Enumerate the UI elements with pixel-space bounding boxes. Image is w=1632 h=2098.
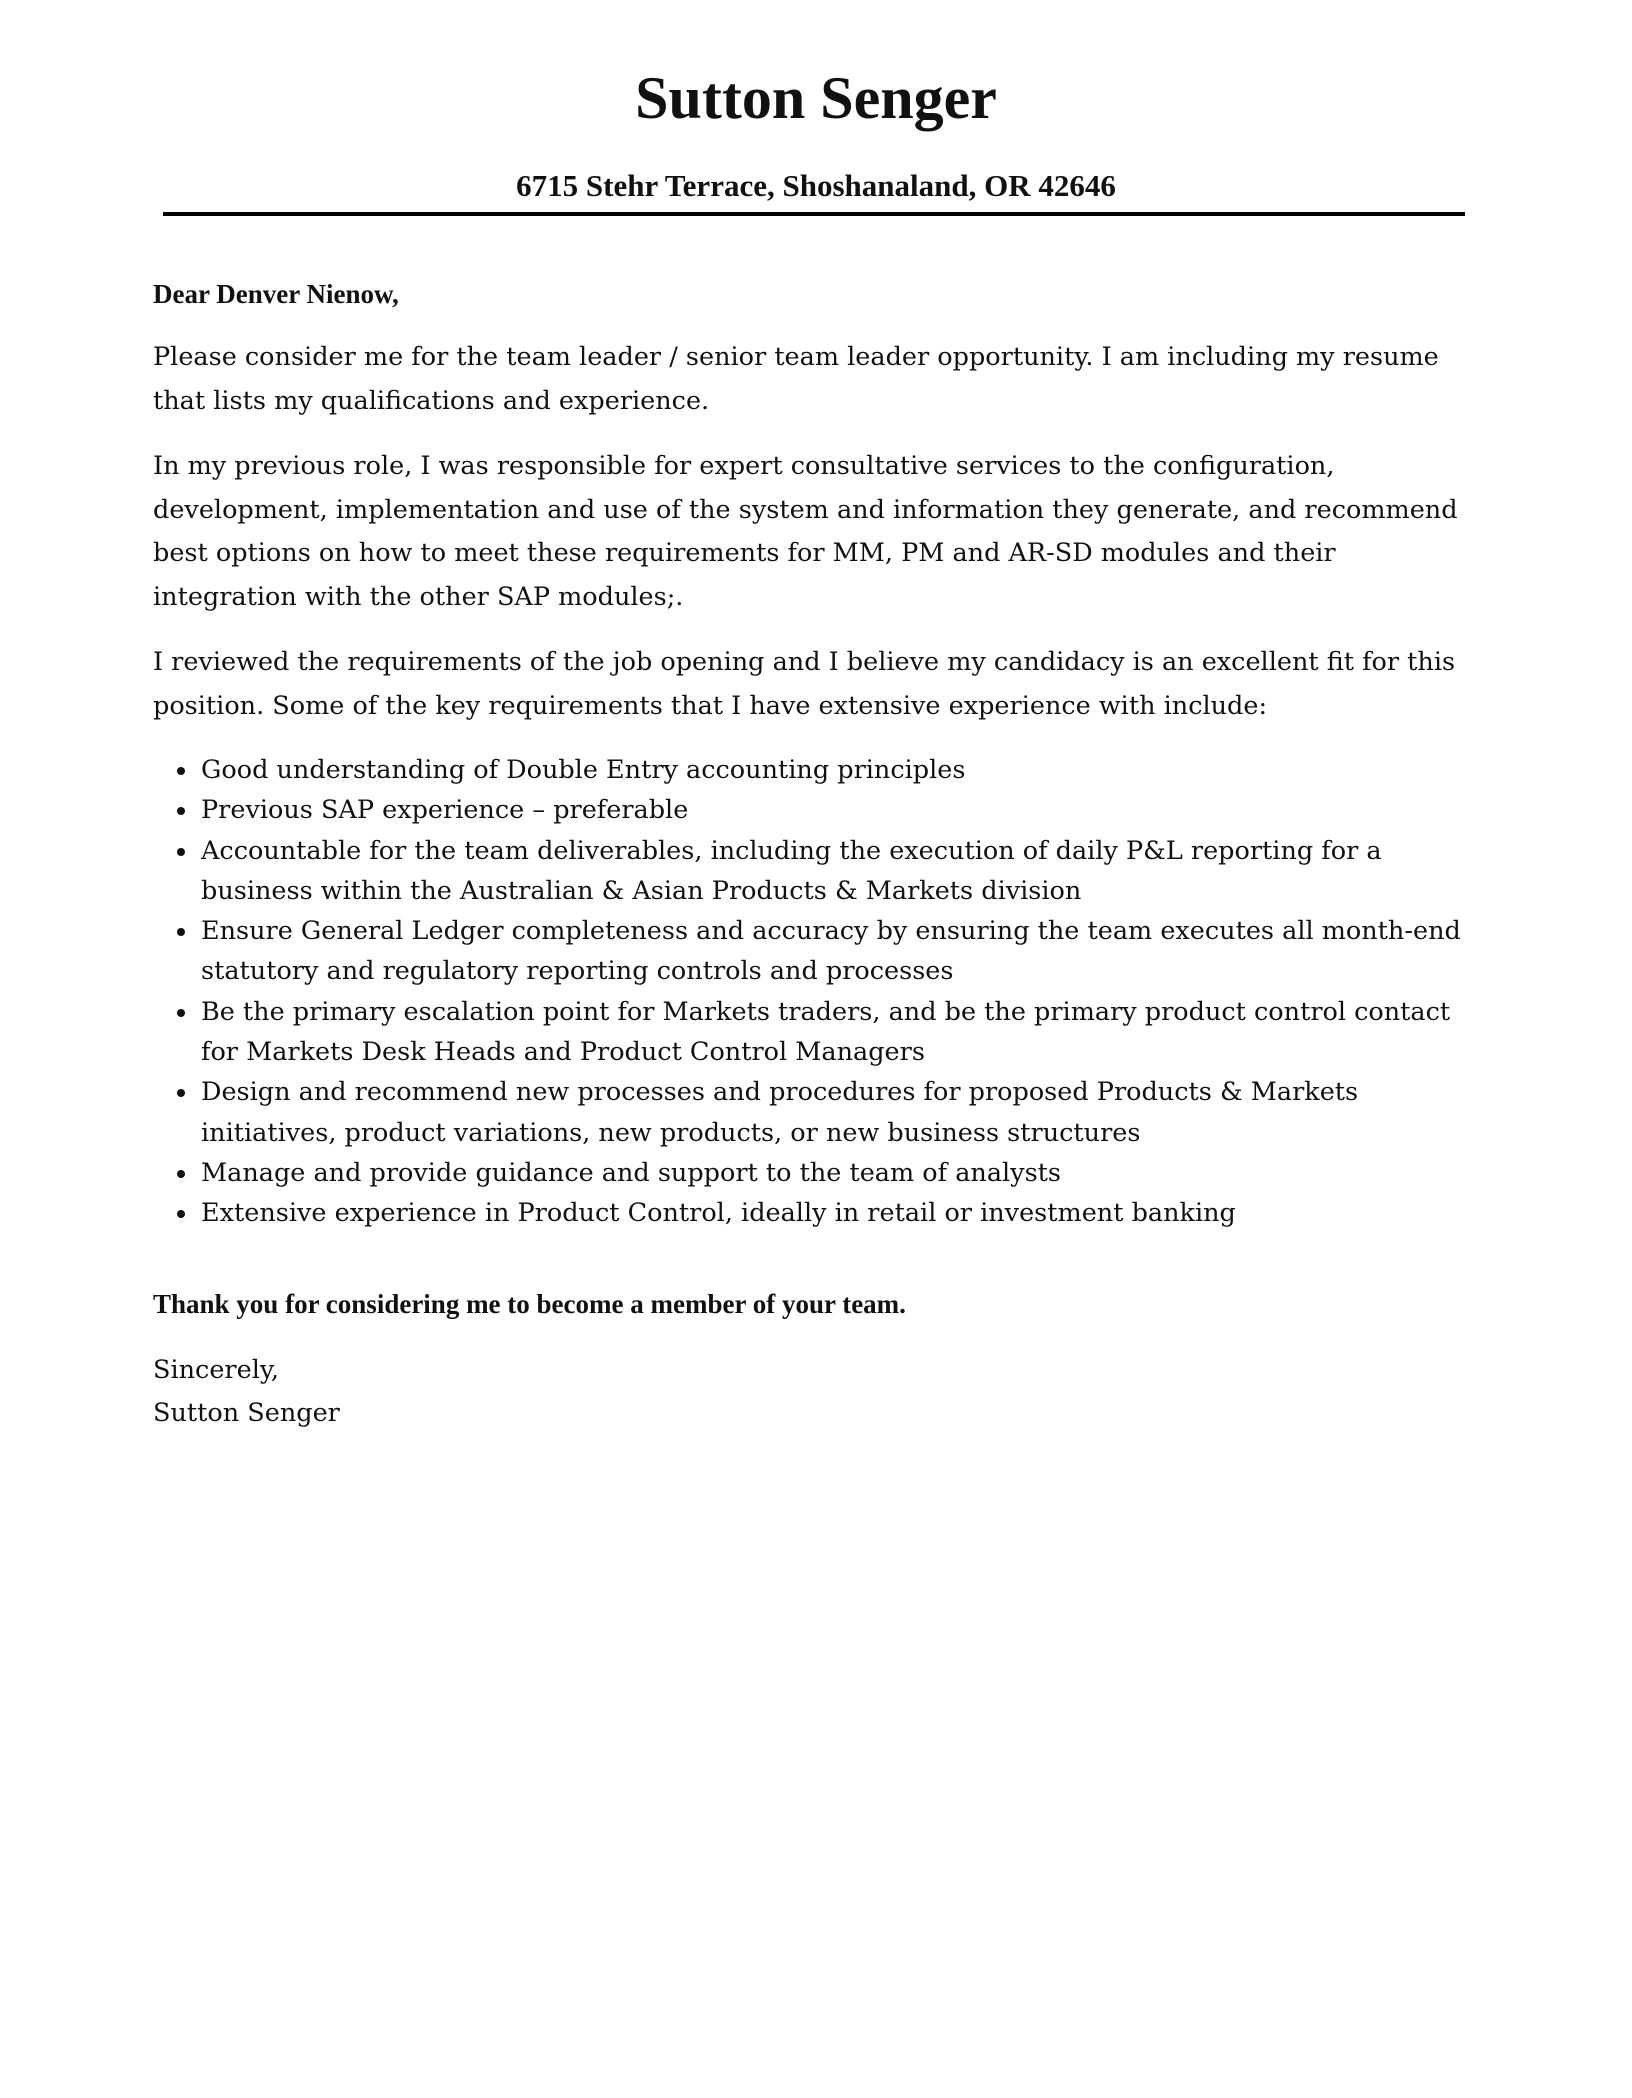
bullet-icon — [177, 1210, 185, 1218]
bullet-icon — [177, 848, 185, 856]
requirements-list — [153, 750, 1473, 1234]
list-item — [153, 1153, 1473, 1193]
list-item-text: Design and recommend new processes and procedures for proposed Products & Markets initiatives, product variations, new products, or new business structures — [201, 1077, 1359, 1148]
list-item-text: Be the primary escalation point for Markets traders, and be the primary product control contact for Markets Desk Heads and Product Control Managers — [201, 996, 1451, 1068]
paragraph-requirements-intro: I reviewed the requirements of the job opening and I believe my candidacy is an excellent fit for this position. Some of the key requirements that I have extensive experience with include: — [153, 647, 1456, 721]
bullet-icon — [177, 1170, 185, 1178]
applicant-address: 6715 Stehr Terrace, Shoshanaland, OR 42646 — [516, 168, 1116, 203]
list-item-text: Good understanding of Double Entry accounting principles — [201, 755, 966, 785]
list-item — [153, 831, 1473, 912]
paragraph-previous-role: In my previous role, I was responsible for expert consultative services to the configuration, development, implementation and use of the system and information they generate, and recommend best options on how to meet these requirements for MM, PM and AR-SD modules and their integration with the other SAP modules;. — [153, 451, 1458, 612]
list-item-text: Ensure General Ledger completeness and accuracy by ensuring the team executes all month-end statutory and regulatory reporting controls and processes — [201, 916, 1461, 987]
list-item — [153, 1072, 1473, 1153]
paragraph-intro: Please consider me for the team leader / senior team leader opportunity. I am including my resume that lists my qualifications and experience. — [153, 342, 1439, 416]
salutation: Dear Denver Nienow, — [153, 279, 399, 309]
header-divider — [163, 212, 1465, 216]
closing-statement: Thank you for considering me to become a member of your team. — [153, 1288, 906, 1319]
list-item-text: Extensive experience in Product Control, ideally in retail or investment banking — [201, 1198, 1236, 1229]
bullet-icon — [177, 807, 185, 815]
list-item — [153, 1193, 1473, 1233]
bullet-icon — [177, 1089, 185, 1097]
list-item — [153, 790, 1473, 830]
applicant-name: Sutton Senger — [635, 65, 997, 131]
list-item-text: Manage and provide guidance and support to the team of analysts — [201, 1157, 1062, 1188]
list-item-text: Accountable for the team deliverables, including the execution of daily P&L reporting for a business within the Australian & Asian Products & Markets division — [201, 835, 1382, 906]
bullet-icon — [177, 1009, 185, 1017]
signature: Sutton Senger — [153, 1398, 340, 1429]
bullet-icon — [177, 928, 185, 936]
list-item — [153, 911, 1473, 992]
list-item-text: Previous SAP experience – preferable — [201, 795, 689, 826]
bullet-icon — [177, 767, 185, 775]
letter-body — [153, 274, 1473, 1436]
signoff: Sincerely, — [153, 1354, 279, 1385]
list-item — [153, 750, 1473, 790]
list-item — [153, 992, 1473, 1073]
